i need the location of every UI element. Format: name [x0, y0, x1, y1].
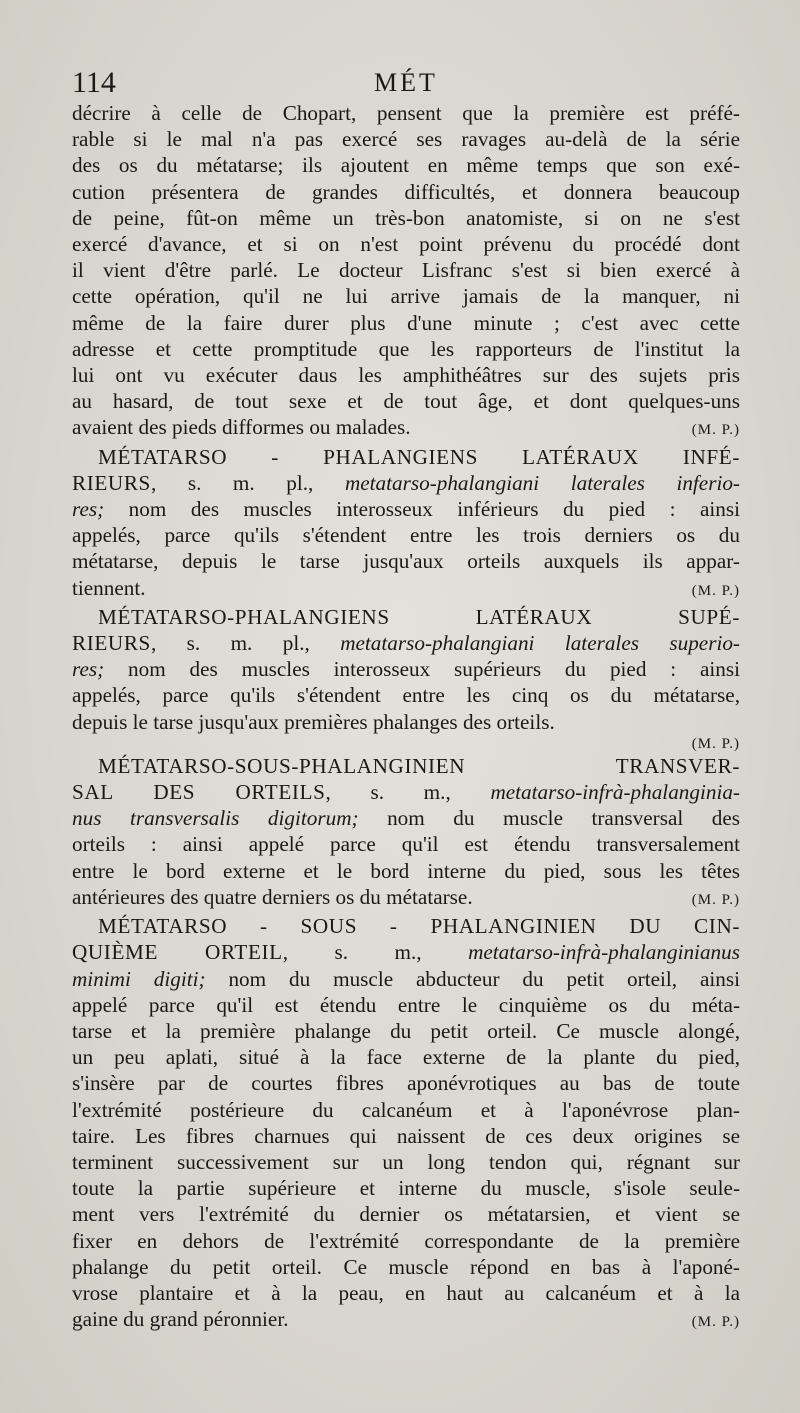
author-signature: (M. P.) — [691, 582, 740, 599]
entry-headword: MÉTATARSO-PHALANGIENS LATÉRAUX SUPÉ- — [98, 604, 740, 629]
latin-term: minimi digiti; — [72, 966, 206, 991]
grammar-note: , s. m. pl., — [150, 470, 345, 495]
dictionary-entry — [72, 604, 740, 753]
text-line — [72, 779, 740, 805]
text-line: même de la faire durer plus d'une minute ; c'est avec cette — [72, 310, 740, 335]
text-line — [72, 630, 740, 656]
text-line: gaine du grand péronnier. — [72, 1307, 289, 1332]
latin-term: res; — [72, 657, 105, 682]
text-line: terminent successivement sur un long tendon qui, régnant sur — [72, 1149, 740, 1174]
definition-text: nom du muscle abducteur du petit orteil, ainsi — [205, 966, 740, 991]
text-line: tarse et la première phalange du petit orteil. Ce muscle alongé, — [72, 1018, 740, 1043]
paragraph-end-line — [72, 1306, 740, 1335]
text-line: vrose plantaire et à la peau, en haut au calcanéum et à la — [72, 1280, 740, 1305]
text-line: orteils : ainsi appelé parce qu'il est étendu transversalement — [72, 832, 740, 857]
text-line: avaient des pieds difformes ou malades. — [72, 415, 411, 440]
text-line: entre le bord externe et le bord interne du pied, sous les têtes — [72, 858, 740, 883]
text-line: lui ont vu exécuter daus les amphithéâtres sur des sujets pris — [72, 363, 740, 388]
entry-headword-continued: RIEURS — [72, 470, 151, 495]
latin-term: metatarso-phalangiani laterales superio- — [340, 631, 740, 656]
dictionary-entry — [72, 444, 740, 604]
latin-term: metatarso-infrà-phalanginia- — [490, 780, 740, 805]
paragraph-end-line — [72, 414, 740, 443]
page-header — [72, 66, 740, 100]
text-line: phalange du petit orteil. Ce muscle répond en bas à l'aponé- — [72, 1254, 740, 1279]
author-signature: (M. P.) — [691, 1314, 740, 1331]
paragraph-end-line — [72, 884, 740, 913]
text-line: appelés, parce qu'ils s'étendent entre les trois derniers os du — [72, 523, 740, 548]
definition-text: nom des muscles interosseux inférieurs du pied : ainsi — [104, 497, 740, 522]
grammar-note: , s. m., — [325, 780, 491, 805]
entry-headword: MÉTATARSO - PHALANGIENS LATÉRAUX INFÉ- — [98, 444, 740, 469]
text-line: s'insère par de courtes fibres aponévrotiques au bas de toute — [72, 1071, 740, 1096]
text-line: cution présentera de grandes difficultés, et donnera beaucoup — [72, 179, 740, 204]
author-signature: (M. P.) — [691, 735, 740, 752]
dictionary-entry — [72, 753, 740, 913]
text-line: métatarse, depuis le tarse jusqu'aux orteils auxquels ils appar- — [72, 549, 740, 574]
definition-text: nom du muscle transversal des — [358, 806, 741, 831]
text-line: adresse et cette promptitude que les rapporteurs de l'institut la — [72, 336, 740, 361]
dictionary-entry — [72, 913, 740, 1335]
latin-term: metatarso-infrà-phalanginianus — [468, 940, 740, 965]
text-line: au hasard, de tout sexe et de tout âge, et dont quelques-uns — [72, 389, 740, 414]
text-line: l'extrémité postérieure du calcanéum et à l'aponévrose plan- — [72, 1097, 740, 1122]
continuation-paragraph — [72, 100, 740, 444]
running-head: MÉT — [374, 68, 438, 97]
grammar-note: , s. m., — [282, 940, 469, 965]
text-line: des os du métatarse; ils ajoutent en même temps que son exé- — [72, 153, 740, 178]
latin-term: metatarso-phalangiani laterales inferio- — [344, 470, 740, 495]
latin-term: nus transversalis digitorum; — [72, 806, 359, 831]
page-number: 114 — [72, 66, 116, 99]
text-line: appelés, parce qu'ils s'étendent entre les cinq os du métatarse, — [72, 683, 740, 708]
text-line — [72, 470, 740, 496]
text-line: un peu aplati, situé à la face externe de la plante du pied, — [72, 1045, 740, 1070]
text-line: appelé parce qu'il est étendu entre le cinquième os du méta- — [72, 992, 740, 1017]
text-line: ment vers l'extrémité du dernier os métatarsien, et vient se — [72, 1202, 740, 1227]
text-line: toute la partie supérieure et interne du muscle, s'isole seule- — [72, 1176, 740, 1201]
text-line: il vient d'être parlé. Le docteur Lisfranc s'est si bien exercé à — [72, 258, 740, 283]
grammar-note: , s. m. pl., — [150, 631, 341, 656]
entry-headword-continued: SAL DES ORTEILS — [72, 780, 326, 805]
page-body — [72, 100, 740, 1335]
author-signature: (M. P.) — [691, 891, 740, 908]
text-line: antérieures des quatre derniers os du métatarse. — [72, 884, 473, 909]
text-line: décrire à celle de Chopart, pensent que la première est préfé- — [72, 101, 740, 125]
text-line: rable si le mal n'a pas exercé ses ravages au-delà de la série — [72, 127, 740, 152]
text-line — [72, 966, 740, 992]
paragraph-end-line — [72, 575, 740, 604]
text-line: de peine, fût-on même un très-bon anatomiste, si on ne s'est — [72, 205, 740, 230]
text-line: taire. Les fibres charnues qui naissent de ces deux origines se — [72, 1123, 740, 1148]
text-line: tiennent. — [72, 575, 146, 600]
text-line — [72, 656, 740, 682]
definition-text: nom des muscles interosseux supérieurs du pied : ainsi — [104, 657, 740, 682]
text-line: depuis le tarse jusqu'aux premières phalanges des orteils. — [72, 709, 555, 734]
author-signature: (M. P.) — [691, 422, 740, 439]
text-line: fixer en dehors de l'extrémité correspondante de la première — [72, 1228, 740, 1253]
entry-headword: MÉTATARSO-SOUS-PHALANGINIEN TRANSVER- — [98, 753, 740, 778]
text-line: exercé d'avance, et si on n'est point prévenu du procédé dont — [72, 232, 740, 257]
text-line — [72, 805, 740, 831]
text-line — [72, 939, 740, 965]
text-line: cette opération, qu'il ne lui arrive jamais de la manquer, ni — [72, 284, 740, 309]
entry-headword-continued: QUIÈME ORTEIL — [72, 940, 283, 965]
latin-term: res; — [72, 497, 105, 522]
entry-headword: MÉTATARSO - SOUS - PHALANGINIEN DU CIN- — [98, 914, 740, 939]
text-line — [72, 496, 740, 522]
entry-headword-continued: RIEURS — [72, 631, 151, 656]
